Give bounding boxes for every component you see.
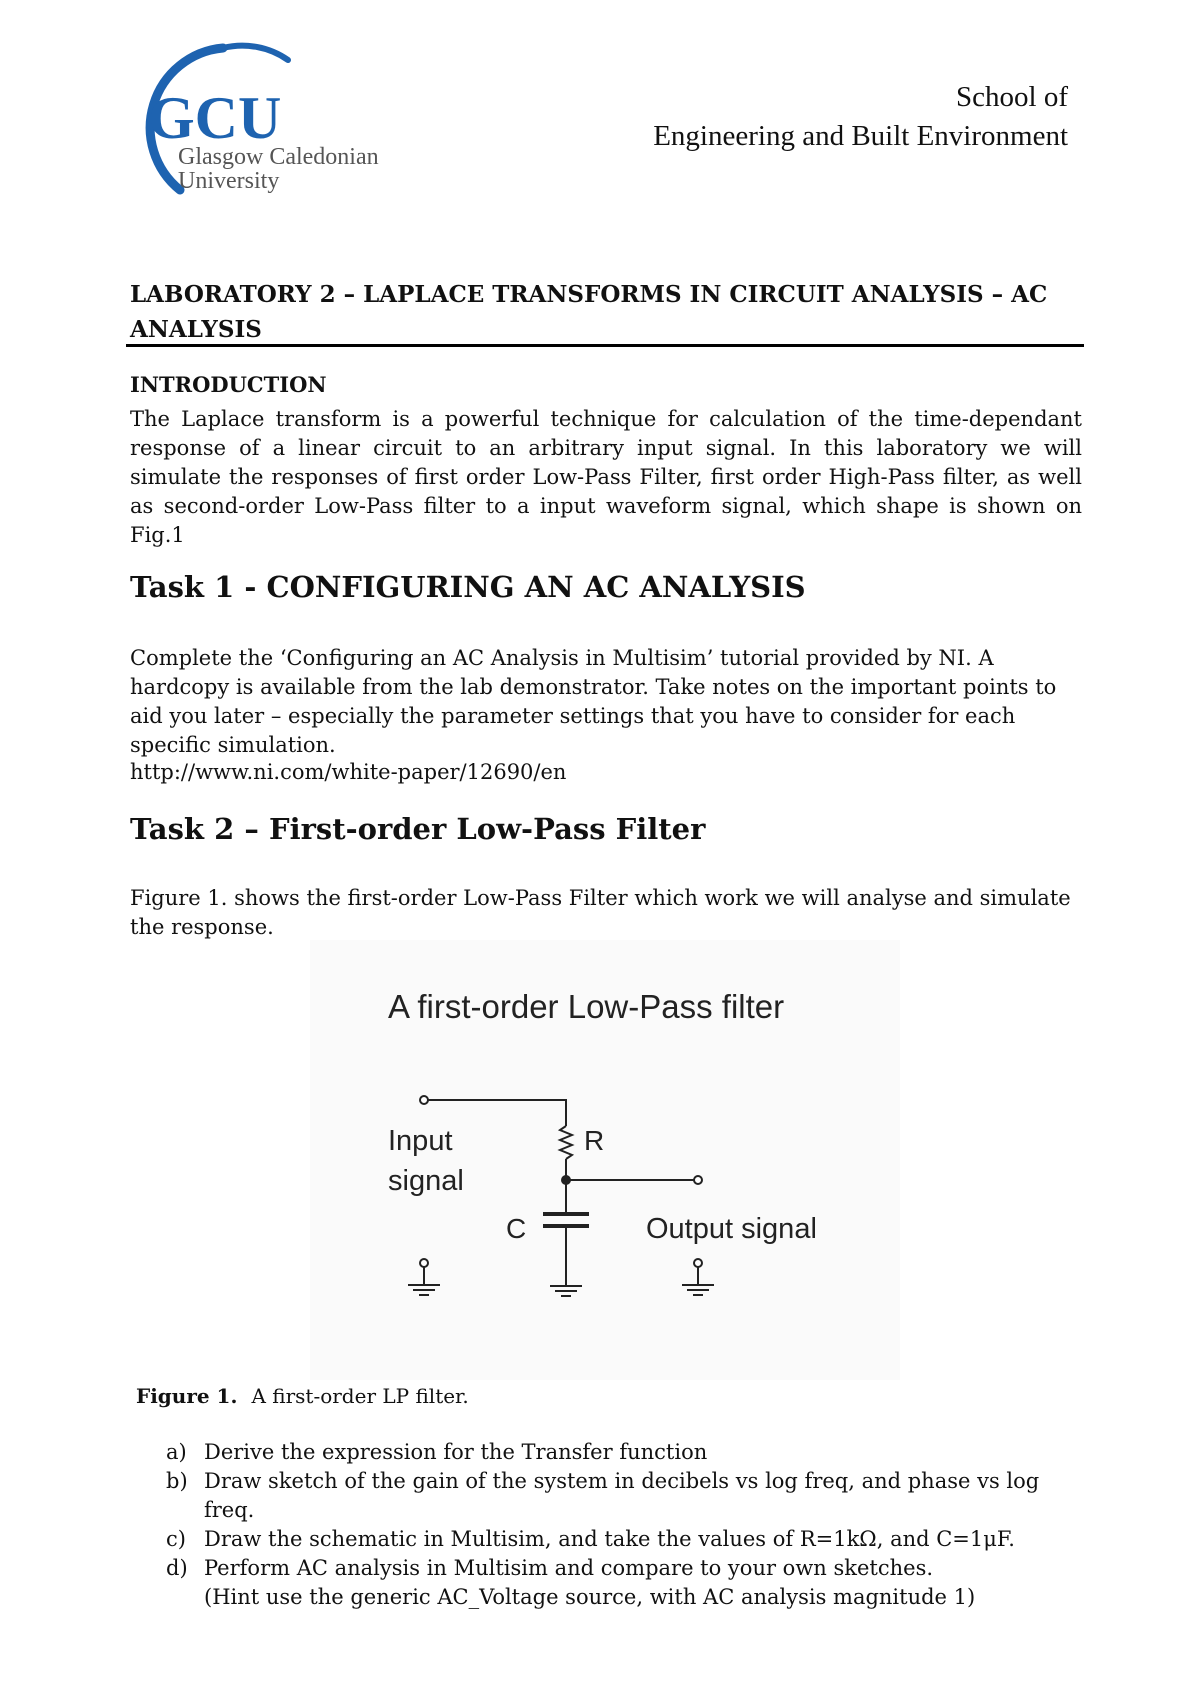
school-line-2: Engineering and Built Environment xyxy=(653,120,1068,152)
list-item-text: Draw sketch of the gain of the system in decibels vs log freq, and phase vs log freq. xyxy=(204,1469,1040,1522)
task2-heading: Task 2 – First-order Low-Pass Filter xyxy=(130,812,706,846)
output-label: Output signal xyxy=(646,1213,817,1245)
figure-caption-label: Figure 1. xyxy=(136,1384,238,1408)
low-pass-circuit-diagram xyxy=(310,940,900,1380)
input-wire xyxy=(428,1100,566,1126)
figure-title: A first-order Low-Pass filter xyxy=(388,988,785,1025)
lab-title: LABORATORY 2 – LAPLACE TRANSFORMS IN CIRCUIT ANALYSIS – AC ANALYSIS xyxy=(130,281,1048,343)
list-item-hint: (Hint use the generic AC_Voltage source, with AC analysis magnitude 1) xyxy=(204,1585,976,1609)
task1-text: Complete the ‘Configuring an AC Analysis in Multisim’ tutorial provided by NI. A hardcopy is available from the lab demonstrator. Take notes on the important points to aid you later – especially the parameter settings that you have to consider for each specific simulation. xyxy=(130,646,1057,757)
title-divider xyxy=(126,344,1084,347)
capacitor-label: C xyxy=(506,1213,527,1244)
list-item-text: Draw the schematic in Multisim, and take the values of R=1kΩ, and C=1μF. xyxy=(204,1527,1015,1551)
list-item xyxy=(166,1467,1086,1525)
input-terminal xyxy=(420,1096,428,1104)
resistor-symbol xyxy=(560,1126,572,1159)
list-item xyxy=(166,1554,1086,1612)
list-item-text xyxy=(204,1554,1086,1612)
school-line-1: School of xyxy=(956,81,1068,113)
list-marker: a) xyxy=(166,1440,187,1464)
circuit-figure xyxy=(310,940,900,1380)
list-marker: c) xyxy=(166,1527,186,1551)
figure-caption-text: A first-order LP filter. xyxy=(251,1384,469,1408)
introduction-heading: INTRODUCTION xyxy=(130,372,327,397)
input-label-line-2: signal xyxy=(388,1165,464,1197)
output-ground-terminal xyxy=(694,1259,702,1267)
list-item xyxy=(166,1438,1086,1467)
list-item-main: Perform AC analysis in Multisim and compare to your own sketches. xyxy=(204,1556,934,1580)
logo-monogram: GCU xyxy=(148,85,282,151)
logo-line-1: Glasgow Caledonian xyxy=(178,144,379,170)
list-marker: b) xyxy=(166,1469,188,1493)
list-item-text: Derive the expression for the Transfer function xyxy=(204,1440,708,1464)
input-label-line-1: Input xyxy=(388,1125,453,1157)
task1-url[interactable]: http://www.ni.com/white-paper/12690/en xyxy=(130,760,567,784)
task2-text: Figure 1. shows the first-order Low-Pass Filter which work we will analyse and simulate the response. xyxy=(130,886,1071,939)
figure-caption xyxy=(136,1384,469,1408)
list-marker: d) xyxy=(166,1556,188,1580)
gcu-logo-icon xyxy=(128,40,418,200)
university-logo xyxy=(128,40,418,200)
output-terminal xyxy=(694,1176,702,1184)
introduction-text: The Laplace transform is a powerful technique for calculation of the time-dependant response of a linear circuit to an arbitrary input signal. In this laboratory we will simulate the responses of first order Low-Pass Filter, first order High-Pass filter, as well as second-order Low-Pass filter to a input waveform signal, which shape is shown on Fig.1 xyxy=(130,407,1082,547)
school-name xyxy=(653,78,1068,156)
logo-line-2: University xyxy=(178,168,280,194)
resistor-label: R xyxy=(584,1125,605,1156)
input-ground-terminal xyxy=(420,1259,428,1267)
task1-heading: Task 1 - CONFIGURING AN AC ANALYSIS xyxy=(130,570,806,604)
list-item xyxy=(166,1525,1086,1554)
questions-list xyxy=(166,1438,1086,1612)
